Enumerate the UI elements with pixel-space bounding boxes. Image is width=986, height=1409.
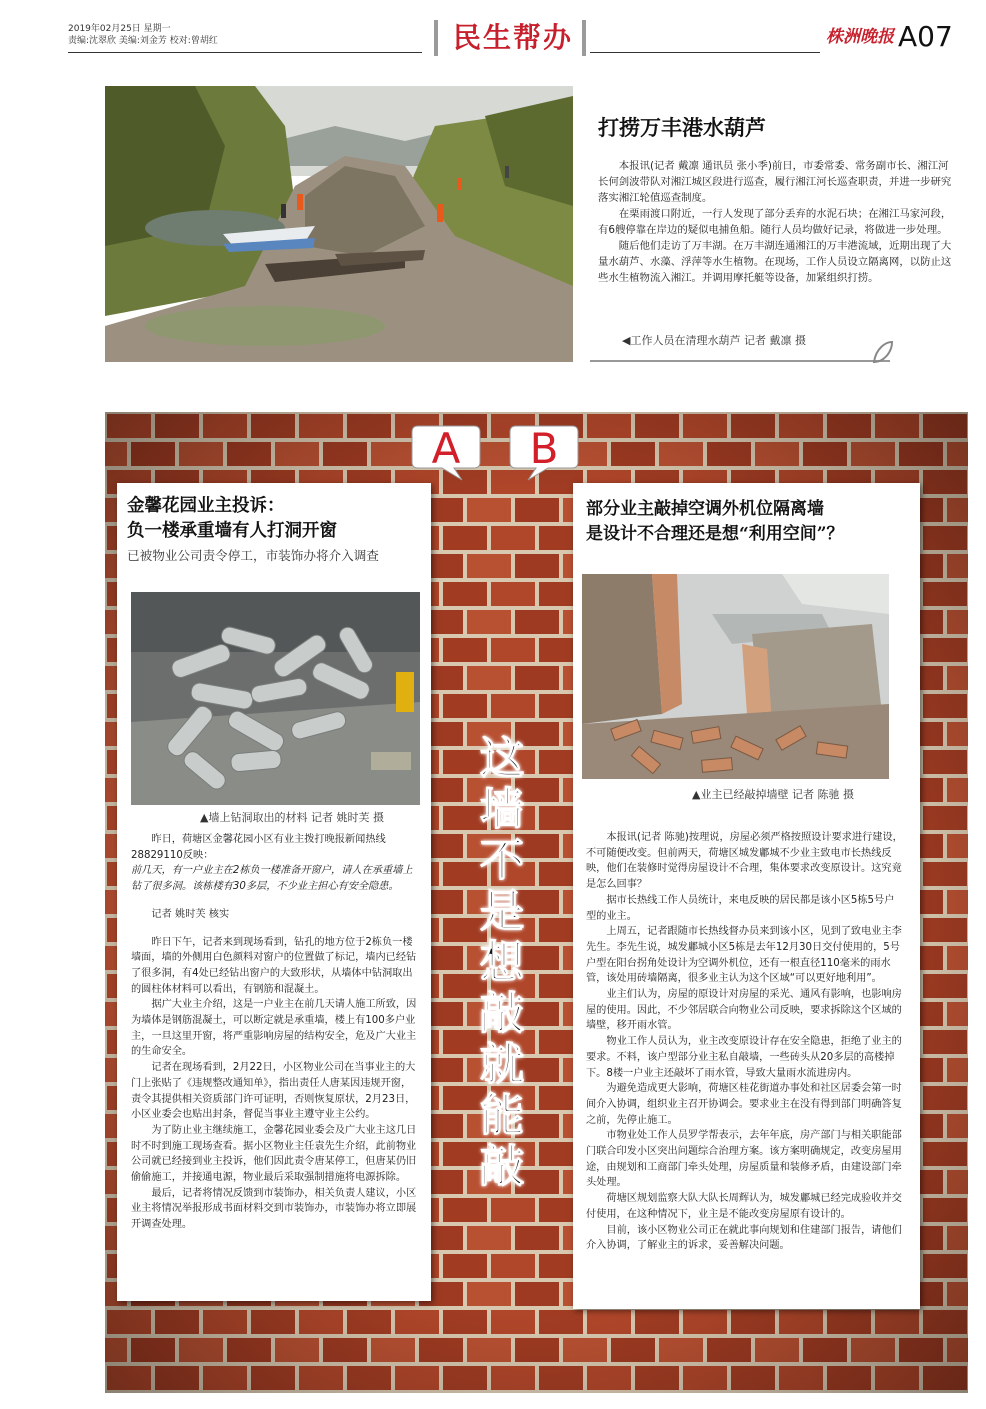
top-paragraph: 随后他们走访了万丰湖。在万丰湖连通湘江的万丰港流域，近期出现了大量水葫芦、水藻、浮萍等水生植物。在现场，工作人员设立隔离网，以防止这些水生植物流入湘江。并调用摩托艇等设备，加紧组织打捞。 [598,240,952,284]
top-story-body [598,158,958,286]
top-paragraph: 在栗雨渡口附近，一行人发现了部分丢弃的水泥石块；在湘江马家河段，有6艘停靠在岸边的疑似电捕鱼船。随行人员均做好记录，将做进一步处理。 [598,208,952,236]
section-title: 民生帮办 [452,21,573,54]
story-b-paragraph: 物业工作人员认为，业主改变原设计存在安全隐患，拒绝了业主的要求。不料，该户型部分业主私自敲墙，一些砖头从20多层的高楼掉下。8楼一户业主还敲坏了雨水管，导致大量雨水流进房内。 [586,1036,902,1079]
top-story-title: 打捞万丰港水葫芦 [598,115,766,140]
story-b-paragraph: 业主们认为，房屋的原设计对房屋的采光、通风有影响，也影响房屋的使用。因此，不少邻居联合向物业公司反映，要求拆除这个区域的墙壁，移开雨水管。 [586,989,902,1032]
story-b-paragraph: 市物业处工作人员罗学帮表示，去年年底，房产部门与相关职能部门联合印发小区突出问题综合治理方案。该方案明确规定，改变房屋用途，由规划和工商部门牵头处理，房屋质量和装修矛盾，由建设部门牵头处理。 [586,1130,902,1189]
story-a-caption: ▲墙上钻洞取出的材料 记者 姚时芙 摄 [200,811,384,824]
story-a-subtitle: 已被物业公司责令停工，市装饰办将介入调查 [127,548,379,563]
story-a-paragraph: 记者在现场看到，2月22日，小区物业公司在当事业主的大门上张贴了《违规整改通知单》，指出责任人唐某因违规开窗，责令其提供相关资质部门许可证明，否则恢复原状，2月23日，小区业委会也贴出封条，督促当事业主遵守业主公约。 [131,1062,416,1121]
header-meta [68,23,418,47]
story-b-paragraph: 上周五，记者跟随市长热线督办员来到该小区，见到了致电业主李先生。李先生说，城发鄘城小区5栋是去年12月30日交付使用的，5号户型在阳台拐角处设计为空调外机位，还有一根直径110毫米的雨水管，该处用砖墙隔离，很多业主认为这个区域“可以更好地利用”。 [586,926,902,985]
story-a-paragraph: 最后，记者将情况反馈到市装饰办，相关负责人建议，小区业主将情况举报形成书面材料交到市装饰办，市装饰办将立即展开调查处理。 [131,1187,417,1231]
story-b-body [586,830,904,1254]
story-a-paragraph: 为了防止业主继续施工，金馨花园业委会及广大业主这几日时不时到施工现场查看。据小区物业主任袁先生介绍，此前物业公司就已经接到业主投诉，他们因此责令唐某停工，但唐某仍旧偷偷施工，并接通电源，物业最后采取强制措施将电源拆除。 [131,1124,417,1184]
center-headline [472,733,532,1192]
headline-char: 墙 [480,784,524,835]
story-b-paragraph: 荷塘区规划监察大队大队长周辉认为，城发鄘城已经完成验收并交付使用，在这种情况下，业主是不能改变房屋原有设计的。 [586,1193,902,1220]
story-a-paragraph: 据广大业主介绍，这是一户业主在前几天请人施工所致，因为墙体是钢筋混凝土，可以断定就是承重墙，楼上有100多户业主，一旦这里开窗，将严重影响房屋的结构安全，危及广大业主的生命安全。 [131,999,417,1058]
header-bar-left [434,20,438,56]
story-b-paragraph: 目前，该小区物业公司正在就此事向规划和住建部门报告，请他们介入协调，了解业主的诉求，妥善解决问题。 [586,1224,902,1252]
decorative-rule [590,360,890,362]
headline-char: 不 [480,835,524,886]
staff-line: 责编:沈翠欣 美编:刘金芳 校对:曾胡红 [68,36,218,46]
story-b-caption: ▲业主已经敲掉墙壁 记者 陈驰 摄 [692,788,854,801]
story-b-title [586,497,916,547]
broken-wall-photo [582,574,889,779]
story-a-paragraph: 昨日下午，记者来到现场看到，钻孔的地方位于2栋负一楼墙面，墙的外侧用白色颜料对窗户的位置做了标记，墙内已经钻了很多洞，有4处已经钻出窗户的大致形状，从墙体中钻洞取出的圆柱体材料可以看出，有钢筋和混凝土。 [131,936,417,995]
header-rule-left [68,52,422,53]
headline-char: 敲 [480,988,524,1039]
story-a-intro: 昨日，荷塘区金馨花园小区有业主拨打晚报新闻热线28829110反映： [131,834,386,861]
header-rule-right [590,52,820,53]
bubble-letter-b: B [529,424,559,473]
story-b-paragraph: 据市长热线工作人员统计，来电反映的居民都是该小区5栋5号户型的业主。 [586,894,895,922]
story-b-paragraph: 为避免造成更大影响，荷塘区桂花街道办事处和社区居委会第一时间介入协调，组织业主召开协调会。要求业主在没有得到部门明确答复之前，先停止施工。 [586,1083,902,1126]
page-number: A07 [898,20,953,53]
story-a-body [131,832,421,1233]
headline-char: 敲 [480,1141,524,1192]
top-paragraph: 本报讯(记者 戴凛 通讯员 张小季)前日，市委常委、常务副市长、湘江河长何剑波带队对湘江城区段进行巡查，履行湘江河长巡查职责，并进一步研究落实湘江轮值巡查制度。 [598,160,952,204]
speech-bubble-b [508,422,580,482]
river-cleanup-photo [105,86,573,362]
story-a-byline: 记者 姚时芙 核实 [151,908,230,920]
date-line: 2019年02月25日 星期一 [68,24,171,34]
headline-char: 这 [480,733,524,784]
headline-char: 是 [480,886,524,937]
header-bar-right [582,20,586,56]
story-a-quote: 前几天，有一户业主在2栋负一楼准备开窗户，请人在承重墙上钻了很多洞。该栋楼有30多层，不少业主担心有安全隐患。 [131,865,413,893]
headline-char: 能 [480,1090,524,1141]
story-b-paragraph: 本报讯(记者 陈驰)按理说，房屋必须严格按照设计要求进行建设，不可随便改变。但前两天，荷塘区城发鄘城不少业主致电市长热线反映，他们在装修时觉得房屋设计不合理，集体要求改变原设计。这究竟是怎么回事？ [586,832,903,891]
leaf-icon [872,340,894,366]
headline-char: 就 [480,1039,524,1090]
story-a-title-line: 金馨花园业主投诉： [127,496,285,516]
speech-bubble-a [410,422,482,482]
top-photo-caption: ◀工作人员在清理水葫芦 记者 戴凛 摄 [622,334,806,347]
story-b-title-line: 是设计不合理还是想“利用空间”？ [586,524,844,544]
story-a-title [127,494,427,544]
story-a-title-line: 负一楼承重墙有人打洞开窗 [127,521,337,541]
bubble-letter-a: A [431,424,461,473]
story-b-title-line: 部分业主敲掉空调外机位隔离墙 [586,499,824,519]
drilled-cores-photo [131,592,420,805]
headline-char: 想 [480,937,524,988]
newspaper-logo: 株洲晚报 [826,27,894,47]
